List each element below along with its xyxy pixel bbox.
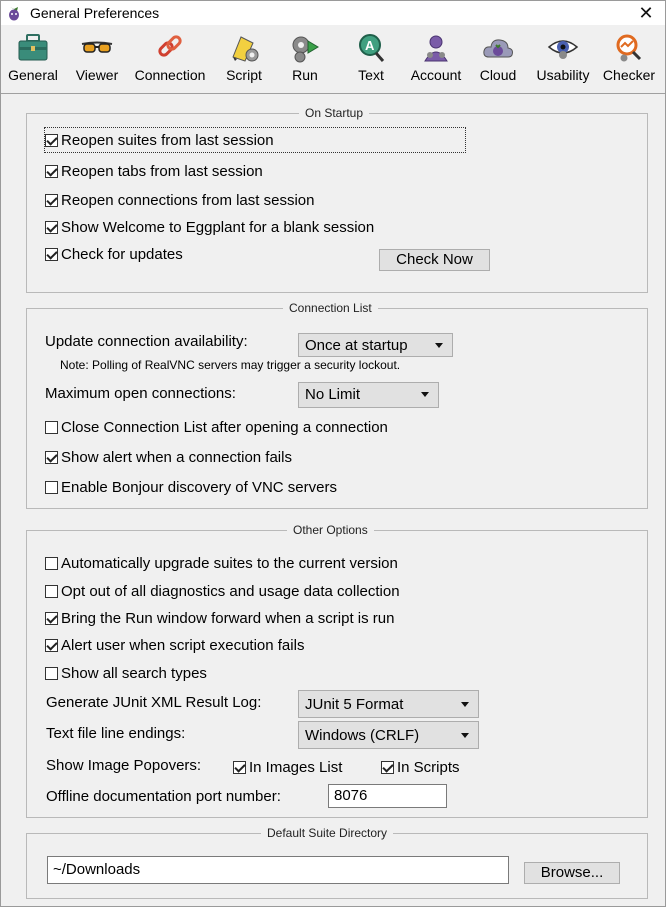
browse-button[interactable]: Browse... xyxy=(524,862,620,884)
line-endings-dropdown[interactable] xyxy=(298,721,479,749)
default-suite-title: Default Suite Directory xyxy=(261,826,393,840)
chevron-down-icon xyxy=(461,733,469,738)
close-button[interactable]: ✕ xyxy=(638,3,654,23)
toolbox-icon xyxy=(16,33,50,63)
window-title: General Preferences xyxy=(30,5,160,21)
in-scripts-checkbox[interactable] xyxy=(381,757,460,777)
check-now-button[interactable]: Check Now xyxy=(379,249,490,271)
max-connections-dropdown[interactable] xyxy=(298,382,439,408)
toolbar-script[interactable] xyxy=(219,31,269,89)
port-label: Offline documentation port number: xyxy=(46,788,281,805)
chevron-down-icon xyxy=(435,343,443,348)
junit-value: JUnit 5 Format xyxy=(305,696,404,713)
toolbar-usability[interactable] xyxy=(531,31,595,89)
toolbar-script-label: Script xyxy=(226,67,262,83)
reopen-connections-checkbox[interactable] xyxy=(45,190,314,210)
toolbar-cloud[interactable] xyxy=(475,31,521,89)
preferences-toolbar xyxy=(1,25,665,94)
toolbar-account[interactable] xyxy=(405,31,467,89)
account-person-icon xyxy=(419,33,453,63)
update-availability-dropdown[interactable] xyxy=(298,333,453,357)
checkbox-box xyxy=(381,761,394,774)
toolbar-general[interactable] xyxy=(5,31,61,89)
title-bar xyxy=(1,1,665,25)
suite-directory-input[interactable]: ~/Downloads xyxy=(47,856,509,884)
toolbar-usability-label: Usability xyxy=(536,67,590,83)
toolbar-account-label: Account xyxy=(410,67,462,83)
chain-link-icon xyxy=(153,33,187,63)
checkbox-box xyxy=(45,194,58,207)
text-magnifier-icon xyxy=(354,33,388,63)
auto-upgrade-label: Automatically upgrade suites to the current version xyxy=(61,554,398,572)
toolbar-text[interactable] xyxy=(347,31,395,89)
checkbox-box xyxy=(45,134,58,147)
polling-note: Note: Polling of RealVNC servers may trigger a security lockout. xyxy=(60,358,401,372)
svg-text:A: A xyxy=(365,38,375,53)
checkbox-box xyxy=(45,421,58,434)
checkbox-box xyxy=(45,451,58,464)
checkbox-box xyxy=(45,585,58,598)
in-scripts-label: In Scripts xyxy=(397,758,460,776)
port-input[interactable]: 8076 xyxy=(328,784,447,808)
alert-fail-label: Alert user when script execution fails xyxy=(61,636,305,654)
max-connections-label: Maximum open connections: xyxy=(45,385,236,402)
toolbar-viewer[interactable] xyxy=(71,31,123,89)
max-connections-value: No Limit xyxy=(305,386,361,403)
checkbox-box xyxy=(45,557,58,570)
toolbar-general-label: General xyxy=(8,67,58,83)
checkbox-box xyxy=(233,761,246,774)
chevron-down-icon xyxy=(421,392,429,397)
glasses-icon xyxy=(80,33,114,63)
opt-out-checkbox[interactable] xyxy=(45,581,400,601)
auto-upgrade-checkbox[interactable] xyxy=(45,553,398,573)
reopen-tabs-checkbox[interactable] xyxy=(45,161,263,181)
in-images-checkbox[interactable] xyxy=(233,757,342,777)
bring-run-checkbox[interactable] xyxy=(45,608,395,628)
line-endings-label: Text file line endings: xyxy=(46,725,186,742)
check-updates-checkbox[interactable] xyxy=(45,244,183,264)
junit-dropdown[interactable] xyxy=(298,690,479,718)
show-alert-label: Show alert when a connection fails xyxy=(61,448,292,466)
line-endings-value: Windows (CRLF) xyxy=(305,727,420,744)
checkbox-box xyxy=(45,165,58,178)
show-search-label: Show all search types xyxy=(61,664,207,682)
bonjour-label: Enable Bonjour discovery of VNC servers xyxy=(61,478,337,496)
on-startup-title: On Startup xyxy=(299,106,369,120)
toolbar-run[interactable] xyxy=(281,31,329,89)
checkbox-box xyxy=(45,248,58,261)
reopen-connections-label: Reopen connections from last session xyxy=(61,191,315,209)
in-images-label: In Images List xyxy=(249,758,343,776)
bonjour-checkbox[interactable] xyxy=(45,477,337,497)
checkbox-box xyxy=(45,481,58,494)
check-updates-label: Check for updates xyxy=(61,245,183,263)
show-search-checkbox[interactable] xyxy=(45,663,207,683)
junit-label: Generate JUnit XML Result Log: xyxy=(46,694,262,711)
toolbar-connection-label: Connection xyxy=(134,67,206,83)
close-list-label: Close Connection List after opening a connection xyxy=(61,418,388,436)
checkbox-box xyxy=(45,612,58,625)
opt-out-label: Opt out of all diagnostics and usage data collection xyxy=(61,582,400,600)
show-welcome-checkbox[interactable] xyxy=(45,217,374,237)
toolbar-run-label: Run xyxy=(292,67,318,83)
eye-icon xyxy=(546,33,580,63)
alert-fail-checkbox[interactable] xyxy=(45,635,304,655)
toolbar-cloud-label: Cloud xyxy=(479,67,517,83)
other-options-title: Other Options xyxy=(287,523,374,537)
reopen-suites-checkbox[interactable] xyxy=(45,128,465,152)
toolbar-text-label: Text xyxy=(358,67,384,83)
bring-run-label: Bring the Run window forward when a script is run xyxy=(61,609,395,627)
connection-list-title: Connection List xyxy=(283,301,378,315)
chevron-down-icon xyxy=(461,702,469,707)
update-availability-label: Update connection availability: xyxy=(45,333,248,350)
toolbar-viewer-label: Viewer xyxy=(75,67,119,83)
checkbox-box xyxy=(45,667,58,680)
show-welcome-label: Show Welcome to Eggplant for a blank session xyxy=(61,218,375,236)
eggplant-app-icon xyxy=(6,5,22,21)
run-gear-icon xyxy=(288,33,322,63)
checkbox-box xyxy=(45,639,58,652)
popovers-label: Show Image Popovers: xyxy=(46,757,202,774)
toolbar-checker[interactable] xyxy=(599,31,659,89)
script-gear-icon xyxy=(227,33,261,63)
checkbox-box xyxy=(45,221,58,234)
cloud-icon xyxy=(481,33,515,63)
reopen-suites-label: Reopen suites from last session xyxy=(61,131,274,149)
show-alert-checkbox[interactable] xyxy=(45,447,292,467)
close-list-checkbox[interactable] xyxy=(45,417,388,437)
toolbar-checker-label: Checker xyxy=(602,67,656,83)
toolbar-connection[interactable] xyxy=(129,31,211,89)
update-availability-value: Once at startup xyxy=(305,337,408,354)
checker-magnifier-icon xyxy=(612,33,646,63)
reopen-tabs-label: Reopen tabs from last session xyxy=(61,162,263,180)
